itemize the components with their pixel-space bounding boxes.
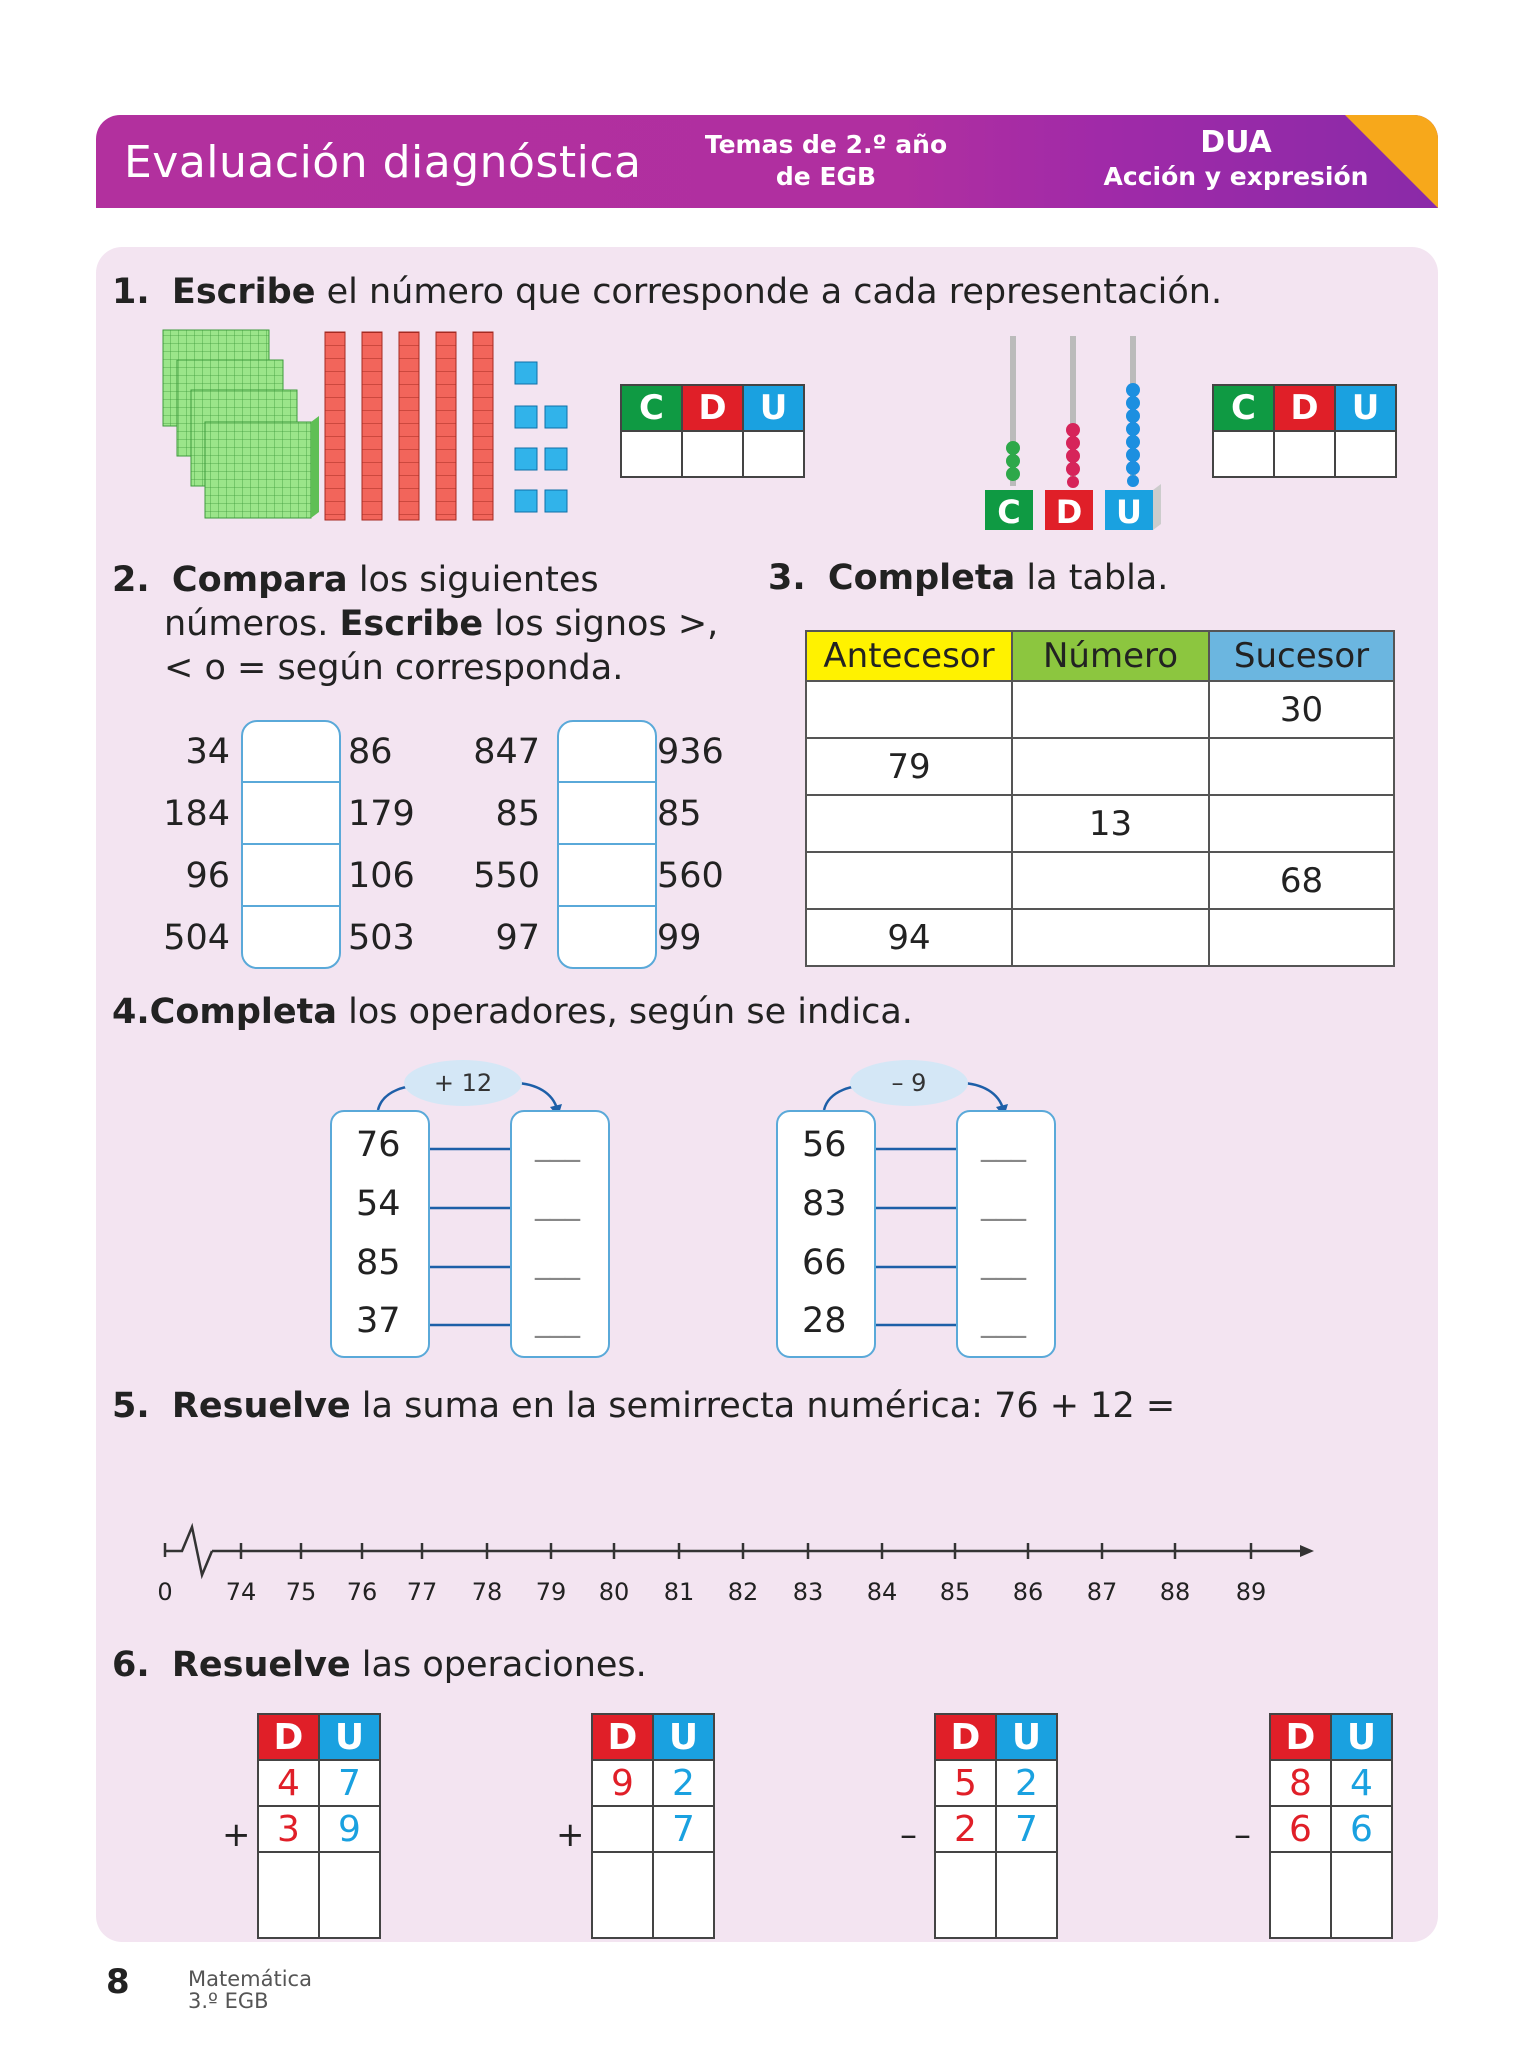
header-sucesor: Sucesor [1209, 631, 1394, 681]
number-line-label: 83 [792, 1578, 824, 1606]
header-u: U [319, 1714, 380, 1760]
result-cell[interactable] [258, 1852, 319, 1938]
number-line-label: 82 [727, 1578, 759, 1606]
operator-input: 85 [356, 1243, 401, 1283]
header-d: D [935, 1714, 996, 1760]
operator-input: 83 [802, 1184, 847, 1224]
footer-subject [188, 1968, 312, 2012]
abacus-label-d: D [1055, 493, 1083, 530]
answer-blank[interactable]: ___ [981, 1128, 1026, 1163]
answer-blank[interactable]: ___ [981, 1246, 1026, 1281]
q2-statement [112, 558, 718, 690]
header-d: D [683, 386, 744, 430]
compare-left-b: 106 [348, 856, 415, 896]
digit-tens [592, 1806, 653, 1852]
compare-right-b: 85 [657, 794, 702, 834]
number-line-label: 84 [866, 1578, 898, 1606]
number-line-label: 79 [535, 1578, 567, 1606]
table-cell[interactable] [1012, 852, 1209, 909]
digit-units: 7 [319, 1760, 380, 1806]
result-cell[interactable] [653, 1852, 714, 1938]
number-line-label: 75 [285, 1578, 317, 1606]
q4-number: 4. [112, 992, 150, 1032]
header-d: D [1270, 1714, 1331, 1760]
answer-blank[interactable]: ___ [535, 1304, 580, 1339]
answer-blank[interactable]: ___ [981, 1187, 1026, 1222]
header-topic-line1: Temas de 2.º año [704, 130, 948, 159]
operation-grid-1 [257, 1713, 381, 1939]
answer-cell-d[interactable] [683, 430, 744, 476]
table-cell[interactable] [1012, 909, 1209, 966]
page-header [96, 115, 1438, 208]
operator-label-2: – 9 [850, 1060, 968, 1106]
q2-number: 2. [112, 560, 150, 600]
base-ten-blocks-illustration [155, 320, 595, 530]
table-row [806, 909, 1394, 966]
answer-cell-c[interactable] [1214, 430, 1275, 476]
digit-units: 4 [1331, 1760, 1392, 1806]
tens-rods [325, 332, 493, 520]
q1-number: 1. [112, 272, 150, 312]
compare-left-a: 184 [163, 794, 230, 834]
table-cell[interactable] [1209, 909, 1394, 966]
digit-units: 6 [1331, 1806, 1392, 1852]
digit-units: 7 [996, 1806, 1057, 1852]
q6-statement [112, 1645, 647, 1685]
compare-left-b: 179 [348, 794, 415, 834]
predecessor-successor-table [805, 630, 1395, 967]
answer-blank[interactable]: ___ [981, 1304, 1026, 1339]
number-line-label: 86 [1012, 1578, 1044, 1606]
number-line-label: 77 [406, 1578, 438, 1606]
table-row [806, 795, 1394, 852]
compare-left-a: 96 [185, 856, 230, 896]
table-row [806, 852, 1394, 909]
table-row [806, 681, 1394, 738]
header-u: U [653, 1714, 714, 1760]
q4-statement [112, 992, 913, 1032]
header-numero: Número [1012, 631, 1209, 681]
answer-cell-u[interactable] [1336, 430, 1395, 476]
header-antecesor: Antecesor [806, 631, 1012, 681]
operator-input: 54 [356, 1184, 401, 1224]
q5-verb: Resuelve [171, 1386, 351, 1426]
digit-tens: 4 [258, 1760, 319, 1806]
abacus-illustration [975, 330, 1175, 530]
table-cell[interactable] [1209, 795, 1394, 852]
table-cell[interactable]: 68 [1209, 852, 1394, 909]
result-cell[interactable] [319, 1852, 380, 1938]
q2-text-3: < o = según corresponda. [164, 648, 624, 688]
q6-verb: Resuelve [171, 1645, 351, 1685]
number-line-label: 80 [598, 1578, 630, 1606]
table-cell[interactable] [1012, 738, 1209, 795]
dua-subtitle: Acción y expresión [1103, 162, 1369, 191]
q5-statement [112, 1386, 1175, 1426]
number-line-label: 85 [939, 1578, 971, 1606]
result-cell[interactable] [1270, 1852, 1331, 1938]
operator-input: 56 [802, 1125, 847, 1165]
header-d: D [258, 1714, 319, 1760]
dua-title: DUA [1200, 125, 1272, 160]
compare-left-b: 503 [348, 918, 415, 958]
compare-right-b: 936 [657, 732, 724, 772]
compare-right-a: 85 [495, 794, 540, 834]
q2-verb-1: Compara [171, 560, 348, 600]
compare-box-right[interactable] [557, 720, 657, 969]
abacus-beads-u [1126, 383, 1140, 487]
table-cell[interactable]: 30 [1209, 681, 1394, 738]
operation-sign: – [1234, 1815, 1251, 1855]
q2-text-2a: números. [164, 604, 340, 644]
result-cell[interactable] [935, 1852, 996, 1938]
hundreds-flats [163, 330, 319, 518]
compare-left-b: 86 [348, 732, 393, 772]
operator-label-1: + 12 [404, 1060, 522, 1106]
digit-tens: 9 [592, 1760, 653, 1806]
table-cell[interactable]: 94 [806, 909, 1012, 966]
header-u: U [1336, 386, 1395, 430]
header-d: D [592, 1714, 653, 1760]
header-corner-accent [1345, 115, 1438, 208]
header-c: C [1214, 386, 1275, 430]
header-d: D [1275, 386, 1336, 430]
table-cell[interactable] [1012, 681, 1209, 738]
number-line-label: 74 [225, 1578, 257, 1606]
digit-tens: 5 [935, 1760, 996, 1806]
compare-right-b: 99 [657, 918, 702, 958]
result-cell[interactable] [1331, 1852, 1392, 1938]
number-line-label: 81 [663, 1578, 695, 1606]
header-topic-line2: de EGB [775, 162, 877, 191]
q3-text: la tabla. [1015, 558, 1169, 598]
compare-left-a: 34 [185, 732, 230, 772]
digit-tens: 8 [1270, 1760, 1331, 1806]
operator-input: 76 [356, 1125, 401, 1165]
table-cell[interactable]: 13 [1012, 795, 1209, 852]
digit-tens: 3 [258, 1806, 319, 1852]
digit-units: 2 [996, 1760, 1057, 1806]
header-u: U [1331, 1714, 1392, 1760]
q6-text: las operaciones. [350, 1645, 647, 1685]
q6-number: 6. [112, 1645, 150, 1685]
q2-text-2b: los signos >, [483, 604, 719, 644]
operator-input: 66 [802, 1243, 847, 1283]
abacus-beads-d [1066, 423, 1080, 488]
number-line-label: 76 [346, 1578, 378, 1606]
q1-statement [112, 272, 1222, 312]
page-title: Evaluación diagnóstica [124, 137, 642, 188]
abacus-label-c: C [997, 493, 1021, 530]
header-topic [696, 129, 956, 193]
q4-text: los operadores, según se indica. [337, 992, 913, 1032]
q3-verb: Completa [827, 558, 1016, 598]
q3-number: 3. [768, 558, 806, 598]
header-u: U [744, 386, 803, 430]
answer-blank[interactable]: ___ [535, 1246, 580, 1281]
table-cell[interactable] [1209, 738, 1394, 795]
footer-grade: 3.º EGB [188, 1989, 269, 2013]
compare-right-a: 847 [473, 732, 540, 772]
q1-answer-grid-1 [620, 384, 805, 478]
number-line-label: 0 [157, 1578, 173, 1606]
digit-units: 9 [319, 1806, 380, 1852]
operation-sign: + [556, 1815, 585, 1855]
table-cell[interactable] [806, 852, 1012, 909]
number-line-label: 87 [1086, 1578, 1118, 1606]
answer-cell-c[interactable] [622, 430, 683, 476]
number-line-label: 88 [1159, 1578, 1191, 1606]
answer-cell-u[interactable] [744, 430, 803, 476]
digit-units: 7 [653, 1806, 714, 1852]
compare-box-left[interactable] [241, 720, 341, 969]
q5-number: 5. [112, 1386, 150, 1426]
digit-tens: 6 [1270, 1806, 1331, 1852]
table-row [806, 738, 1394, 795]
compare-right-a: 97 [495, 918, 540, 958]
q3-statement [768, 558, 1168, 598]
operator-input: 37 [356, 1301, 401, 1341]
q4-verb: Completa [149, 992, 337, 1032]
number-line-label: 78 [471, 1578, 503, 1606]
page-number: 8 [106, 1962, 130, 2002]
header-u: U [996, 1714, 1057, 1760]
result-cell[interactable] [592, 1852, 653, 1938]
result-cell[interactable] [996, 1852, 1057, 1938]
unit-cubes [515, 362, 567, 512]
answer-cell-d[interactable] [1275, 430, 1336, 476]
table-cell[interactable] [806, 795, 1012, 852]
answer-blank[interactable]: ___ [535, 1128, 580, 1163]
answer-blank[interactable]: ___ [535, 1187, 580, 1222]
q1-verb: Escribe [171, 272, 316, 312]
number-line-label: 89 [1235, 1578, 1267, 1606]
table-header-row [806, 631, 1394, 681]
digit-tens: 2 [935, 1806, 996, 1852]
q1-text: el número que corresponde a cada representación. [315, 272, 1223, 312]
compare-right-a: 550 [473, 856, 540, 896]
q5-text: la suma en la semirrecta numérica: 76 + 12 = [350, 1386, 1176, 1426]
q2-text-1: los siguientes [347, 560, 599, 600]
header-c: C [622, 386, 683, 430]
operator-input: 28 [802, 1301, 847, 1341]
operation-grid-4 [1269, 1713, 1393, 1939]
abacus-beads-c [1006, 441, 1020, 481]
compare-left-a: 504 [163, 918, 230, 958]
operation-grid-2 [591, 1713, 715, 1939]
compare-right-b: 560 [657, 856, 724, 896]
table-cell[interactable] [806, 681, 1012, 738]
abacus-label-u: U [1116, 493, 1142, 530]
digit-units: 2 [653, 1760, 714, 1806]
footer-subject-name: Matemática [188, 1967, 312, 1991]
q2-verb-2: Escribe [339, 604, 484, 644]
operation-grid-3 [934, 1713, 1058, 1939]
table-cell[interactable]: 79 [806, 738, 1012, 795]
operation-sign: + [222, 1815, 251, 1855]
operation-sign: – [900, 1815, 917, 1855]
q1-answer-grid-2 [1212, 384, 1397, 478]
